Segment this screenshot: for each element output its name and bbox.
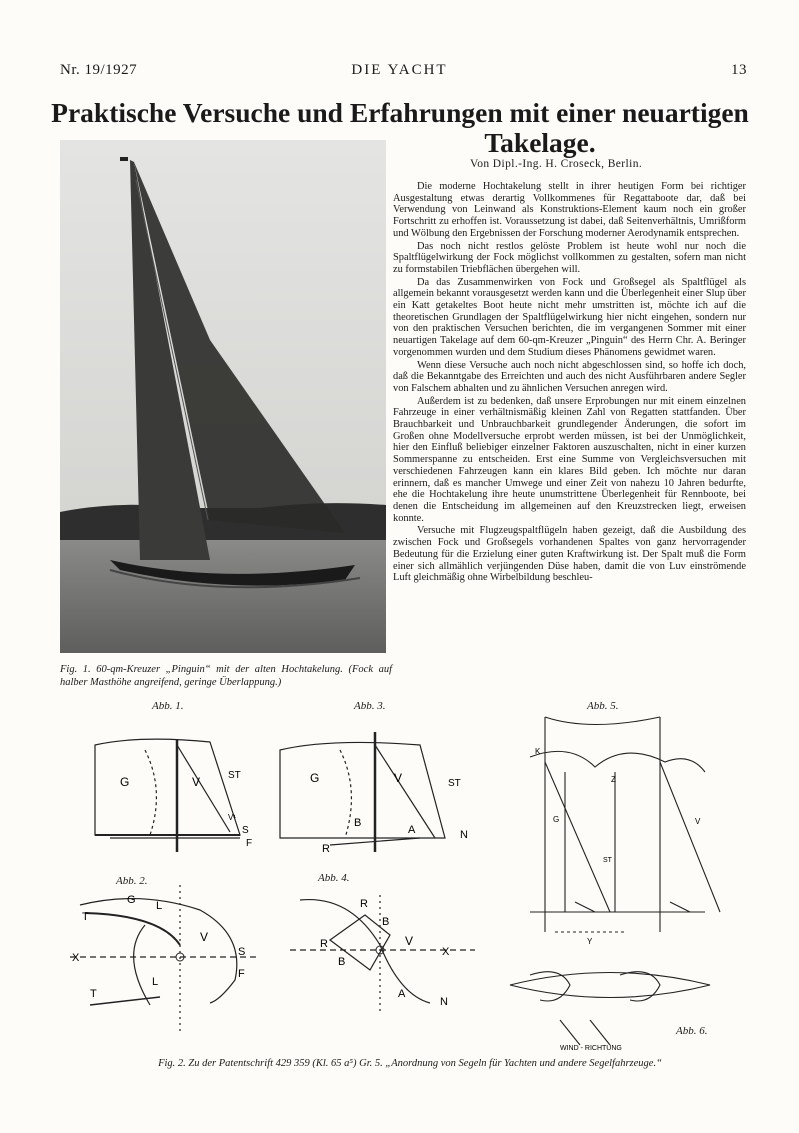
abb5-diagram — [515, 712, 735, 962]
label-v: V — [695, 817, 701, 826]
label-s: S — [242, 825, 249, 836]
label-a: A — [408, 824, 416, 836]
abb1-diagram — [80, 720, 260, 860]
label-v1: V¹ — [228, 813, 236, 822]
label-g: G — [553, 815, 560, 824]
abb6-label: Abb. 6. — [676, 1025, 708, 1037]
abb2-label: Abb. 2. — [116, 875, 148, 887]
label-r: R — [360, 898, 368, 910]
label-y: Y — [587, 937, 593, 946]
label-b: B — [354, 817, 362, 829]
label-r: R — [322, 843, 330, 855]
abb6-diagram — [500, 960, 720, 1055]
title-line-1: Praktische Versuche und Erfahrungen mit einer neuartigen — [51, 97, 749, 128]
label-z: Z — [611, 775, 616, 784]
paragraph: Außerdem ist zu bedenken, daß unsere Erprobungen nur mit einem einzelnen Fahrzeuge in einer verhältnismäßig kleinen Zahl von Regatten stattfanden. Über Brauchbarkeit und Unbrauchbarkeit grundlegender Änderungen, die sofort im Großen ohne Modellversuche erprobt werden müssen, ist bei der Unmöglichkeit, hier den Einfluß beliebiger einzelner Faktoren auszuschalten, nicht in einer kurzen Sommerspanne zu entscheiden. Erst eine Summe von Vergleichsversuchen mit verschiedenen Fahrzeugen kann ein klares Bild geben. Ich möchte nur daran erinnern, daß es mancher Umwege und einer Zeit von nahezu 10 Jahren bedurfte, ehe die Hochtakelung ihre heute unumstrittene Überlegenheit für Rennboote, bei denen die Entscheidung im allgemeinen auf den Kreuzstrecken liegt, erweisen konnte. — [393, 395, 746, 524]
abb1-label: Abb. 1. — [152, 700, 184, 712]
label-f: F — [246, 838, 253, 849]
label-b: B — [382, 916, 390, 928]
paragraph: Das noch nicht restlos gelöste Problem ist heute wohl nur noch die Spaltflügelwirkung der Fock möglichst vollkommen zu gestalten, sofern man nicht zu formstabilen Triebflächen übergehen will. — [393, 240, 746, 275]
paragraph: Wenn diese Versuche auch noch nicht abgeschlossen sind, so hoffe ich doch, daß die Bekanntgabe des Erreichten und auch des nicht Ausführbaren andere Segler von Falschem abhalten und zu ähnlichen Versuchen anregen wird. — [393, 359, 746, 394]
byline: Von Dipl.-Ing. H. Croseck, Berlin. — [470, 158, 643, 170]
label-n: N — [440, 996, 448, 1008]
abb3-label: Abb. 3. — [354, 700, 386, 712]
title-line-2: Takelage. — [484, 127, 596, 158]
label-st: ST — [603, 857, 612, 864]
wind-label: WIND - RICHTUNG — [560, 1045, 622, 1052]
label-k: K — [535, 747, 541, 756]
label-g: G — [120, 775, 130, 789]
label-l: L — [152, 976, 159, 988]
yacht-photo — [60, 140, 386, 653]
label-g: G — [127, 894, 136, 906]
label-t: T — [90, 988, 97, 1000]
label-g: G — [310, 771, 320, 785]
label-v: V — [405, 934, 414, 948]
label-r: R — [320, 938, 328, 950]
label-st: ST — [448, 778, 461, 789]
abb5-label: Abb. 5. — [587, 700, 619, 712]
label-b: B — [338, 956, 346, 968]
label-v: V — [192, 775, 201, 789]
label-v: V — [200, 930, 209, 944]
photo-caption: Fig. 1. 60-qm-Kreuzer „Pinguin“ mit der alten Hochtakelung. (Fock auf halber Masthöhe angreifend, geringe Überlappung.) — [60, 664, 392, 688]
label-f: F — [238, 968, 245, 980]
label-v: V — [394, 771, 403, 785]
journal-name: DIE YACHT — [351, 62, 448, 78]
label-s: S — [238, 946, 246, 958]
issue-number: Nr. 19/1927 — [60, 62, 138, 78]
paragraph: Da das Zusammenwirken von Fock und Großsegel als Spaltflügel als allgemein bekannt vorausgesetzt werden kann und die Überlegenheit einer Slup über ein Katt getakeltes Boot heute nicht mehr umstritten ist, möchte ich auf die theoretischen Grundlagen der Spaltflügelwirkung hier nicht eingehen, sondern nur von den praktischen Versuchen berichten, die im vergangenen Sommer mit einer neuartigen Takelage auf dem 60-qm-Kreuzer „Pinguin“ des Herrn Chr. A. Beringer vorgenommen wurden und dem Studium dieses Phänomens gewidmet waren. — [393, 276, 746, 358]
abb4-label: Abb. 4. — [318, 872, 350, 884]
paragraph: Die moderne Hochtakelung stellt in ihrer heutigen Form bei richtiger Ausgestaltung etwas derartig Vollkommenes für Regattaboote dar, daß bei Verwendung von Leinwand als Konstruktions-Element kaum noch ein großer Fortschritt zu erhoffen ist. Voraussetzung ist dabei, daß Seitenverhältnis, Umrißform und Wölbung den Ergebnissen der Forschung moderner Aerodynamik entsprechen. — [393, 181, 746, 239]
label-l: L — [156, 900, 163, 912]
abb4-diagram — [290, 885, 475, 1035]
label-x: X — [72, 952, 80, 964]
abb2-diagram — [60, 885, 270, 1035]
label-a: A — [398, 988, 406, 1000]
article-body — [393, 181, 746, 585]
label-n: N — [460, 829, 468, 841]
paragraph: Versuche mit Flugzeugspaltflügeln haben gezeigt, daß die Ausbildung des zwischen Fock und Großsegels vorhandenen Spaltes von ganz hervorragender Bedeutung für die Erzielung einer guten Kraftwirkung ist. Der Spalt muß die Form einer sich allmählich verjüngenden Düse haben, damit die von Luv einströmende Luft gleichmäßig ohne Wirbelbildung beschleu- — [393, 525, 746, 584]
label-st: ST — [228, 770, 241, 781]
label-t: T — [82, 911, 89, 923]
page-number: 13 — [731, 62, 747, 78]
label-x: X — [442, 946, 450, 958]
figure-caption: Fig. 2. Zu der Patentschrift 429 359 (Kl. 65 a⁵) Gr. 5. „Anordnung von Segeln für Yachten und andere Segelfahrzeuge.“ — [158, 1058, 662, 1069]
abb3-diagram — [270, 720, 480, 860]
